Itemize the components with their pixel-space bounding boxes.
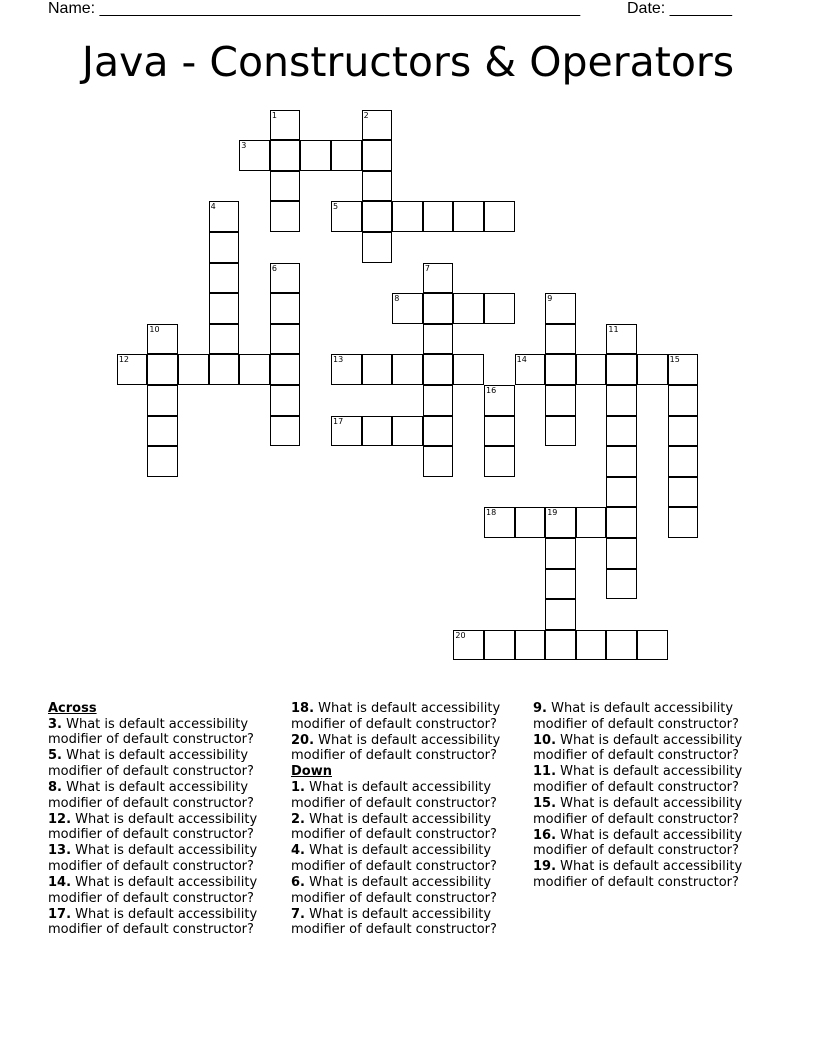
grid-cell[interactable] [576,354,607,385]
grid-cell[interactable] [668,385,699,416]
clue-number: 8 [394,294,400,304]
grid-cell[interactable] [606,416,637,447]
clue-text: What is default accessibility modifier of default constructor? [291,779,497,811]
clue-number: 13 [333,355,344,365]
grid-cell[interactable] [147,354,178,385]
grid-cell[interactable] [392,201,423,232]
grid-cell[interactable] [545,416,576,447]
clue-item [291,780,523,811]
clue-number: 20. [291,732,315,748]
clue-item [48,780,280,811]
clue-number: 17 [333,416,344,426]
clue-number: 13. [48,843,72,859]
clue-number: 3. [48,716,62,732]
date-field[interactable]: Date: _______ [627,0,732,17]
grid-cell[interactable] [331,416,362,447]
clue-text: What is default accessibility modifier of default constructor? [291,811,497,843]
grid-cell[interactable] [668,507,699,538]
grid-cell[interactable] [331,354,362,385]
clue-number: 4 [210,202,216,212]
clue-text: What is default accessibility modifier of default constructor? [48,875,258,906]
clue-text: What is default accessibility modifier of default constructor? [48,843,258,874]
clue-text: What is default accessibility modifier of default constructor? [533,827,743,859]
clue-text: What is default accessibility modifier of default constructor? [291,732,501,764]
clue-item [48,875,280,906]
clue-number: 14 [516,355,527,365]
clues-column-2 [291,701,523,938]
grid-cell[interactable] [606,354,637,385]
clue-number: 18. [291,701,315,716]
grid-cell[interactable] [392,293,423,324]
grid-cell[interactable] [606,477,637,508]
grid-cell[interactable] [209,293,240,324]
grid-cell[interactable] [453,293,484,324]
grid-cell[interactable] [668,446,699,477]
grid-cell[interactable] [484,507,515,538]
grid-cell[interactable] [453,354,484,385]
clue-item [291,812,523,843]
grid-cell[interactable] [545,538,576,569]
grid-cell[interactable] [606,538,637,569]
clue-number: 6 [271,263,277,273]
clue-number: 19 [547,508,558,518]
grid-cell[interactable] [209,354,240,385]
grid-cell[interactable] [606,630,637,661]
clue-text: What is default accessibility modifier of default constructor? [291,906,497,938]
clue-text: What is default accessibility modifier of default constructor? [48,811,258,843]
clue-number: 15. [533,796,557,812]
clue-item [533,764,765,795]
grid-cell[interactable] [576,630,607,661]
clue-text: What is default accessibility modifier of default constructor? [533,796,743,827]
grid-cell[interactable] [270,416,301,447]
clue-item [533,733,765,764]
grid-cell[interactable] [362,354,393,385]
grid-cell[interactable] [270,201,301,232]
grid-cell[interactable] [545,569,576,600]
grid-cell[interactable] [362,140,393,171]
grid-cell[interactable] [606,507,637,538]
grid-cell[interactable] [423,201,454,232]
clue-item [48,907,280,938]
clue-number: 17. [48,906,72,922]
clue-number: 2. [291,811,305,827]
grid-cell[interactable] [239,140,270,171]
clue-item [48,748,280,779]
grid-cell[interactable] [270,263,301,294]
grid-cell[interactable] [209,201,240,232]
clue-number: 1 [271,110,277,120]
clue-number: 7 [424,263,430,273]
clue-number: 9 [547,294,553,304]
grid-cell[interactable] [545,507,576,538]
grid-cell[interactable] [147,446,178,477]
grid-cell[interactable] [209,232,240,263]
clue-text: What is default accessibility modifier of default constructor? [533,701,739,732]
clue-text: What is default accessibility modifier of default constructor? [48,906,258,938]
clue-item [48,717,280,748]
clue-number: 7. [291,906,305,922]
grid-cell[interactable] [147,385,178,416]
clue-number: 11. [533,764,557,780]
across-heading: Across [48,701,97,716]
clue-item [533,828,765,859]
clue-item [533,796,765,827]
clue-number: 12 [118,355,129,365]
grid-cell[interactable] [668,354,699,385]
clue-text: What is default accessibility modifier of default constructor? [291,875,497,906]
clue-number: 16 [486,386,497,395]
grid-cell[interactable] [637,354,668,385]
clue-number: 4. [291,843,305,859]
clue-item [48,843,280,874]
clue-number: 16. [533,827,557,843]
clue-item [291,843,523,874]
clue-text: What is default accessibility modifier of default constructor? [291,843,497,874]
name-field[interactable]: Name: ______________________________________________________ [48,0,581,17]
grid-cell[interactable] [453,201,484,232]
grid-cell[interactable] [270,385,301,416]
grid-cell[interactable] [270,324,301,355]
grid-cell[interactable] [362,171,393,202]
grid-cell[interactable] [545,385,576,416]
clue-number: 6. [291,875,305,891]
clue-text: What is default accessibility modifier of default constructor? [48,779,254,811]
clue-text: What is default accessibility modifier of default constructor? [291,701,501,732]
clue-text: What is default accessibility modifier of default constructor? [533,859,743,891]
grid-cell[interactable] [423,446,454,477]
clue-item [291,701,523,732]
grid-cell[interactable] [545,630,576,661]
grid-cell[interactable] [606,324,637,355]
grid-cell[interactable] [209,263,240,294]
grid-cell[interactable] [484,293,515,324]
clue-item [533,859,765,890]
grid-cell[interactable] [423,263,454,294]
grid-cell[interactable] [147,324,178,355]
clue-item [291,875,523,906]
grid-cell[interactable] [484,201,515,232]
grid-cell[interactable] [270,293,301,324]
clue-text: What is default accessibility modifier of default constructor? [533,732,743,764]
grid-cell[interactable] [453,630,484,661]
grid-cell[interactable] [270,354,301,385]
grid-cell[interactable] [209,324,240,355]
grid-cell[interactable] [178,354,209,385]
grid-cell[interactable] [545,293,576,324]
grid-cell[interactable] [423,293,454,324]
grid-cell[interactable] [270,171,301,202]
grid-cell[interactable] [423,354,454,385]
clue-number: 3 [241,141,247,151]
clue-item [291,733,523,764]
grid-cell[interactable] [606,446,637,477]
page-title: Java - Constructors & Operators [81,38,735,86]
grid-cell[interactable] [300,140,331,171]
clue-number: 5 [333,202,339,212]
clue-number: 9. [533,701,547,716]
clue-number: 12. [48,811,72,827]
grid-cell[interactable] [392,354,423,385]
grid-cell[interactable] [637,630,668,661]
grid-cell[interactable] [515,507,546,538]
grid-cell[interactable] [545,324,576,355]
grid-cell[interactable] [668,477,699,508]
grid-cell[interactable] [606,569,637,600]
clue-number: 15 [669,355,680,365]
clue-text: What is default accessibility modifier of default constructor? [533,764,743,795]
clue-number: 20 [455,630,466,640]
grid-cell[interactable] [668,416,699,447]
clue-number: 19. [533,859,557,875]
grid-cell[interactable] [362,416,393,447]
grid-cell[interactable] [484,630,515,661]
grid-cell[interactable] [362,201,393,232]
grid-cell[interactable] [484,416,515,447]
clue-number: 10 [149,324,160,334]
grid-cell[interactable] [515,630,546,661]
grid-cell[interactable] [239,354,270,385]
down-heading: Down [291,764,332,780]
clue-number: 14. [48,875,72,891]
clue-number: 1. [291,779,305,795]
grid-cell[interactable] [545,599,576,630]
clue-number: 8. [48,779,62,795]
grid-cell[interactable] [117,354,148,385]
grid-cell[interactable] [331,201,362,232]
clues-column-3 [533,701,765,891]
grid-cell[interactable] [484,446,515,477]
clue-number: 10. [533,732,557,748]
grid-cell[interactable] [362,110,393,141]
grid-cell[interactable] [515,354,546,385]
grid-cell[interactable] [545,354,576,385]
clue-item [48,812,280,843]
grid-cell[interactable] [392,416,423,447]
clue-item [291,907,523,938]
clue-item [533,701,765,732]
grid-cell[interactable] [606,385,637,416]
clue-text: What is default accessibility modifier of default constructor? [48,748,254,779]
grid-cell[interactable] [331,140,362,171]
grid-cell[interactable] [147,416,178,447]
grid-cell[interactable] [423,416,454,447]
grid-cell[interactable] [484,385,515,416]
clue-number: 5. [48,748,62,764]
grid-cell[interactable] [423,324,454,355]
grid-cell[interactable] [270,110,301,141]
clue-number: 11 [608,324,619,334]
clue-text: What is default accessibility modifier of default constructor? [48,716,254,748]
grid-cell[interactable] [576,507,607,538]
grid-cell[interactable] [270,140,301,171]
clue-number: 2 [363,110,369,120]
grid-cell[interactable] [423,385,454,416]
clue-number: 18 [486,508,497,518]
grid-cell[interactable] [362,232,393,263]
clues-column-1 [48,701,280,938]
